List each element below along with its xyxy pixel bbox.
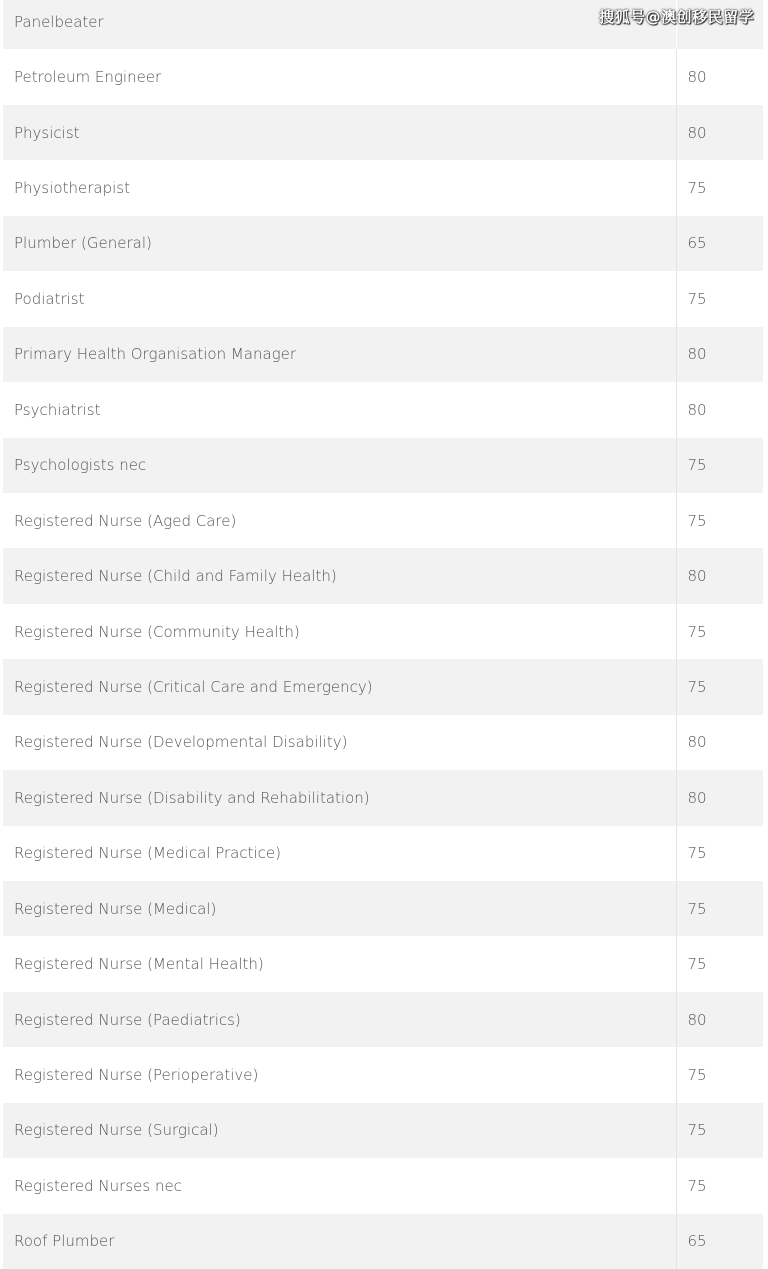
table-row (3, 160, 763, 215)
points-cell: 75 (676, 881, 763, 936)
points-cell: 75 (676, 1047, 763, 1102)
occupation-cell: Physiotherapist (3, 160, 676, 215)
occupation-cell: Registered Nurse (Perioperative) (3, 1047, 676, 1102)
table-row (3, 493, 763, 548)
points-cell: 80 (676, 715, 763, 770)
points-cell: 80 (676, 49, 763, 104)
occupation-cell: Psychiatrist (3, 382, 676, 437)
table-row (3, 936, 763, 991)
occupation-cell: Plumber (General) (3, 216, 676, 271)
occupation-cell: Registered Nurse (Child and Family Health) (3, 548, 676, 603)
table-row (3, 826, 763, 881)
occupation-cell: Roof Plumber (3, 1214, 676, 1269)
table-row (3, 216, 763, 271)
occupation-cell: Panelbeater (3, 0, 676, 49)
occupation-table-container (3, 0, 763, 1269)
table-row (3, 992, 763, 1047)
table-row (3, 604, 763, 659)
occupation-points-table (3, 0, 763, 1269)
table-row (3, 382, 763, 437)
table-row (3, 881, 763, 936)
occupation-cell: Registered Nurse (Developmental Disability) (3, 715, 676, 770)
occupation-cell: Registered Nurse (Aged Care) (3, 493, 676, 548)
points-cell: 75 (676, 1158, 763, 1213)
occupation-cell: Registered Nurse (Surgical) (3, 1103, 676, 1158)
table-row (3, 1214, 763, 1269)
points-cell: 65 (676, 216, 763, 271)
table-row (3, 271, 763, 326)
occupation-cell: Petroleum Engineer (3, 49, 676, 104)
points-cell: 80 (676, 382, 763, 437)
occupation-cell: Registered Nurse (Paediatrics) (3, 992, 676, 1047)
points-cell: 80 (676, 770, 763, 825)
points-cell: 80 (676, 105, 763, 160)
occupation-cell: Psychologists nec (3, 438, 676, 493)
points-cell: 65 (676, 1214, 763, 1269)
points-cell: 75 (676, 271, 763, 326)
table-row (3, 49, 763, 104)
occupation-cell: Podiatrist (3, 271, 676, 326)
table-row (3, 1158, 763, 1213)
points-cell: 80 (676, 327, 763, 382)
occupation-cell: Primary Health Organisation Manager (3, 327, 676, 382)
points-cell: 80 (676, 992, 763, 1047)
occupation-cell: Registered Nurse (Community Health) (3, 604, 676, 659)
table-row (3, 105, 763, 160)
points-cell: 75 (676, 826, 763, 881)
occupation-cell: Registered Nurse (Mental Health) (3, 936, 676, 991)
points-cell: 75 (676, 493, 763, 548)
watermark: 搜狐号@澳创移民留学 (598, 8, 754, 26)
points-cell: 75 (676, 160, 763, 215)
points-cell: 75 (676, 1103, 763, 1158)
table-row (3, 1047, 763, 1102)
table-body (3, 0, 763, 1269)
occupation-cell: Registered Nurses nec (3, 1158, 676, 1213)
points-cell: 75 (676, 936, 763, 991)
table-row (3, 659, 763, 714)
table-row (3, 438, 763, 493)
occupation-cell: Registered Nurse (Disability and Rehabilitation) (3, 770, 676, 825)
table-row (3, 548, 763, 603)
points-cell: 75 (676, 659, 763, 714)
occupation-cell: Registered Nurse (Critical Care and Emergency) (3, 659, 676, 714)
table-row (3, 715, 763, 770)
occupation-cell: Registered Nurse (Medical Practice) (3, 826, 676, 881)
points-cell: 75 (676, 438, 763, 493)
occupation-cell: Registered Nurse (Medical) (3, 881, 676, 936)
occupation-cell: Physicist (3, 105, 676, 160)
table-row (3, 1103, 763, 1158)
points-cell: 80 (676, 548, 763, 603)
table-row (3, 327, 763, 382)
points-cell: 75 (676, 604, 763, 659)
table-row (3, 770, 763, 825)
